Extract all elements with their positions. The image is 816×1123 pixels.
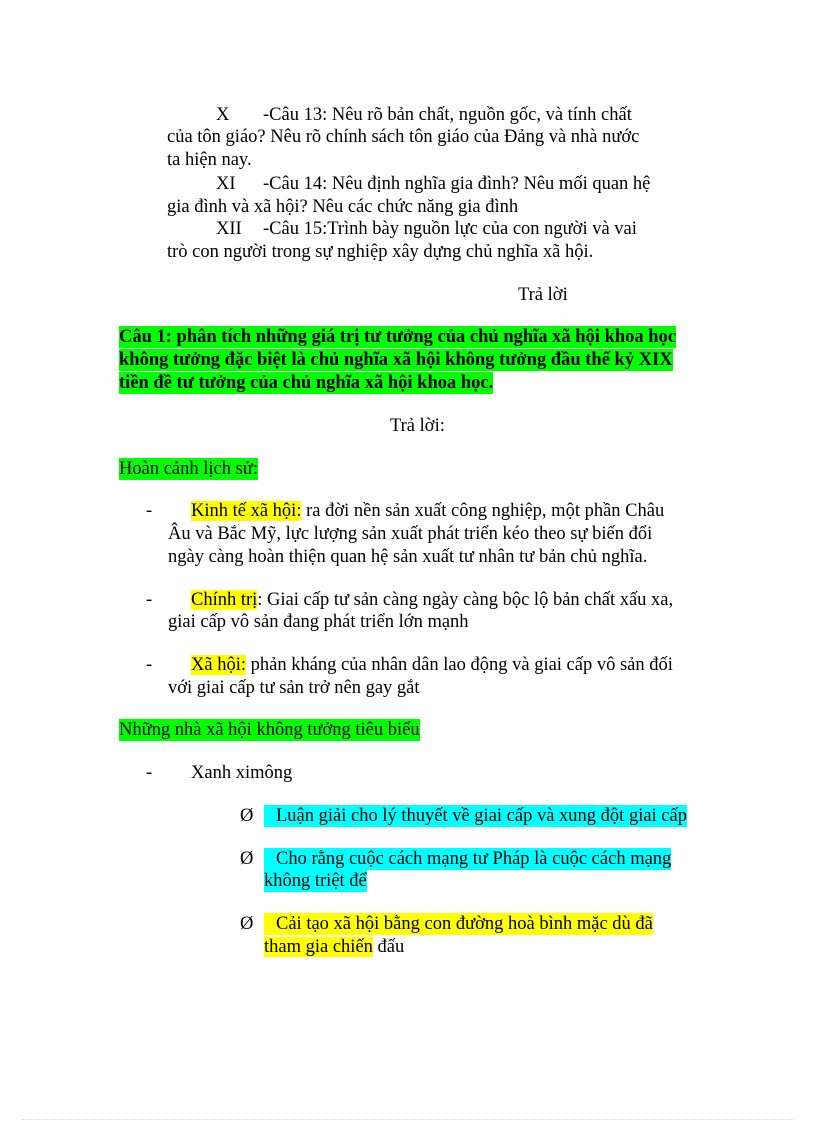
answer-label: Trả lời: xyxy=(390,416,445,436)
list-item xyxy=(191,589,673,611)
question-text: ta hiện nay. xyxy=(167,150,252,170)
list-item xyxy=(191,654,673,676)
sub-item-text xyxy=(264,936,404,958)
question-text: của tôn giáo? Nêu rõ chính sách tôn giáo của Đảng và nhà nước xyxy=(167,127,640,147)
sub-item-text: Cho rằng cuộc cách mạng tư Pháp là cuộc cách mạng xyxy=(264,848,671,870)
item-label: Chính trị xyxy=(191,590,258,610)
question-text: gia đình và xã hội? Nêu các chức năng gia đình xyxy=(167,197,519,217)
sub-item-text: Cải tạo xã hội bằng con đường hoà bình mặc dù đã xyxy=(264,913,653,935)
sub-item-tail: đấu xyxy=(372,937,405,957)
arrow-bullet-icon: Ø xyxy=(240,806,254,826)
sub-item-text: không triệt để xyxy=(264,871,367,891)
bullet-marker: - xyxy=(146,590,153,610)
item-text: phản kháng của nhân dân lao động và giai cấp vô sản đối xyxy=(245,655,673,675)
bullet-marker: - xyxy=(146,501,153,521)
arrow-bullet-icon: Ø xyxy=(240,849,254,869)
item-text: với giai cấp tư sản trở nên gay gắt xyxy=(168,678,420,698)
heading-line: tiền đề tư tưởng của chủ nghĩa xã hội khoa học. xyxy=(119,373,494,393)
question-number: XII xyxy=(216,219,242,239)
section-title: Hoàn cảnh lịch sử: xyxy=(119,459,258,479)
question-text: -Câu 14: Nêu định nghĩa gia đình? Nêu mối quan hệ xyxy=(263,174,651,194)
heading-line: Câu 1: phân tích những giá trị tư tưởng của chủ nghĩa xã hội khoa học xyxy=(119,327,677,347)
question-number: XI xyxy=(216,174,236,194)
question-text: -Câu 13: Nêu rõ bản chất, nguồn gốc, và tính chất xyxy=(263,105,632,125)
sub-item-text: Luận giải cho lý thuyết về giai cấp và xung đột giai cấp xyxy=(264,805,687,827)
heading-line: không tưởng đặc biệt là chủ nghĩa xã hội không tưởng đầu thế kỷ XIX xyxy=(119,350,673,370)
item-text: : Giai cấp tư sản càng ngày càng bộc lộ bản chất xấu xa, xyxy=(257,590,674,610)
question-text: trò con người trong sự nghiệp xây dựng chủ nghĩa xã hội. xyxy=(167,242,594,262)
bullet-marker: - xyxy=(146,655,153,675)
page-bottom-rule xyxy=(22,1119,794,1120)
item-label: Kinh tế xã hội: xyxy=(191,501,302,521)
bullet-marker: - xyxy=(146,763,153,783)
item-text: Âu và Bắc Mỹ, lực lượng sản xuất phát triển kéo theo sự biến đổi xyxy=(168,524,653,544)
sub-item-highlight: tham gia chiến xyxy=(264,937,373,957)
question-number: X xyxy=(216,105,230,125)
list-item xyxy=(191,500,664,522)
person-name: Xanh ximông xyxy=(191,763,293,783)
answer-label: Trả lời xyxy=(518,285,568,305)
arrow-bullet-icon: Ø xyxy=(240,914,254,934)
question-text: -Câu 15:Trình bày nguồn lực của con người và vai xyxy=(263,219,637,239)
item-text: giai cấp vô sản đang phát triển lớn mạnh xyxy=(168,612,469,632)
section-title: Những nhà xã hội không tưởng tiêu biểu xyxy=(119,720,420,740)
item-text: ra đời nền sản xuất công nghiệp, một phần Châu xyxy=(301,501,665,521)
item-label: Xã hội: xyxy=(191,655,246,675)
item-text: ngày càng hoàn thiện quan hệ sản xuất tư nhân tư bản chủ nghĩa. xyxy=(168,547,648,567)
